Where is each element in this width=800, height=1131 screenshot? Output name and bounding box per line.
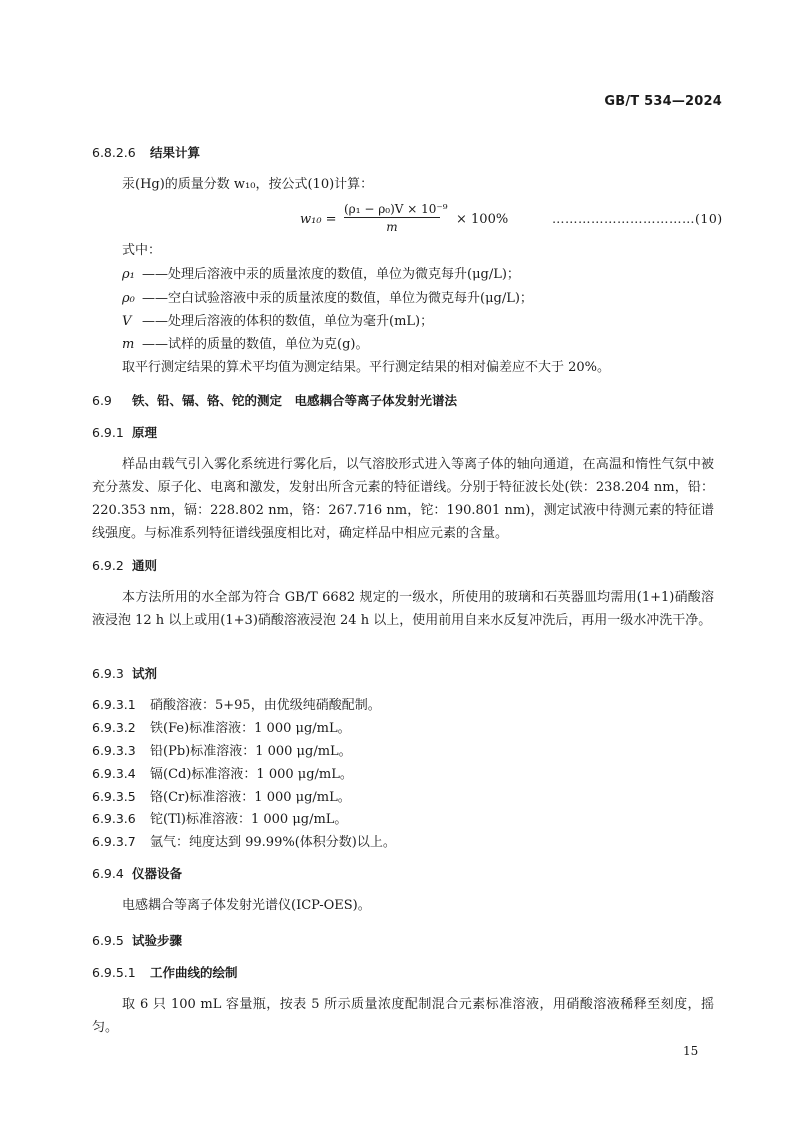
section-heading-6-9-4 [92,865,182,883]
section-heading-6-9-3 [92,665,157,683]
formula-fraction [344,202,448,234]
definition-text: ——处理后溶液中汞的质量浓度的数值，单位为微克每升(μg/L)； [142,267,520,282]
reagent-number: 6.9.3.5 [92,789,136,804]
reagent-number: 6.9.3.6 [92,811,136,826]
section-number: 6.9 [92,393,112,408]
definition-m [122,336,368,354]
definition-symbol: ρ₁ [122,267,135,282]
definition-rho1 [122,266,520,284]
reagent-item [92,765,353,784]
page-number: 15 [683,1044,699,1058]
reagent-item [92,742,352,761]
section-heading-6-8-2-6 [92,144,200,162]
reagent-item [92,788,351,807]
reagent-text: 镉(Cd)标准溶液：1 000 μg/mL。 [150,767,353,782]
formula-lhs: w₁₀ = [300,212,337,227]
reagent-text: 氩气：纯度达到 99.99%(体积分数)以上。 [150,835,396,850]
reagent-item [92,696,381,715]
section-number: 6.8.2.6 [92,145,136,160]
section-number: 6.9.2 [92,558,124,573]
document-code: GB/T 534—2024 [604,94,722,109]
reagent-item [92,810,347,829]
definition-v [122,313,433,331]
reagent-text: 铊(Tl)标准溶液：1 000 μg/mL。 [150,812,348,827]
definition-text: ——处理后溶液的体积的数值，单位为毫升(mL)； [142,314,434,329]
definition-symbol: m [122,337,135,352]
reagent-text: 铁(Fe)标准溶液：1 000 μg/mL。 [150,721,351,736]
principle-text: 样品由载气引入雾化系统进行雾化后，以气溶胶形式进入等离子体的轴向通道，在高温和惰性气氛中被充分蒸发、原子化、电离和激发，发射出所含元素的特征谱线。分别于特征波长处(铁：238.204 nm，铅：220.353 nm，镉：228.802 nm，铬：267.716 nm，铊：190.801 nm)，测定试液中待测元素的特征谱线强度。与标准系列特征谱线强度相比对，确定样品中相应元素的含量。 [92,457,714,541]
equation-number: ……………………………(10) [552,211,723,226]
curve-paragraph [92,993,714,1039]
reagent-number: 6.9.3.4 [92,766,136,781]
definition-symbol: ρ₀ [122,291,135,306]
formula-numerator: (ρ₁ − ρ₀)V × 10⁻⁹ [344,202,448,216]
where-label: 式中： [122,243,162,258]
reagent-number: 6.9.3.3 [92,743,136,758]
section-heading-6-9-5 [92,932,182,950]
formula-rhs: × 100% [456,212,509,227]
mercury-intro: 汞(Hg)的质量分数 w₁₀，按公式(10)计算： [122,177,374,192]
section-number: 6.9.3 [92,666,124,681]
reagent-text: 铅(Pb)标准溶液：1 000 μg/mL。 [150,744,352,759]
result-note: 取平行测定结果的算术平均值为测定结果。平行测定结果的相对偏差应不大于 20%。 [122,360,611,375]
reagent-number: 6.9.3.2 [92,720,136,735]
reagent-text: 硝酸溶液：5+95，由优级纯硝酸配制。 [150,698,381,713]
definition-rho0 [122,290,533,308]
reagent-text: 铬(Cr)标准溶液：1 000 μg/mL。 [150,790,351,805]
section-number: 6.9.5 [92,933,124,948]
section-title: 试验步骤 [132,933,183,948]
general-text: 本方法所用的水全部为符合 GB/T 6682 规定的一级水，所使用的玻璃和石英器皿均需用(1+1)硝酸溶液浸泡 12 h 以上或用(1+3)硝酸溶液浸泡 24 h 以上，使用前用自来水反复冲洗后，再用一级水冲洗干净。 [92,590,714,628]
section-heading-6-9 [92,392,457,410]
definition-text: ——试样的质量的数值，单位为克(g)。 [142,337,369,352]
section-heading-6-9-1 [92,424,157,442]
section-title: 通则 [132,558,158,573]
definition-symbol: V [122,314,132,329]
reagent-item [92,833,396,852]
section-number: 6.9.4 [92,866,124,881]
section-number: 6.9.1 [92,425,124,440]
section-heading-6-9-5-1 [92,964,238,982]
definition-text: ——空白试验溶液中汞的质量浓度的数值，单位为微克每升(μg/L)； [142,291,533,306]
reagent-number: 6.9.3.1 [92,697,136,712]
section-title: 试剂 [132,666,158,681]
principle-paragraph [92,453,714,545]
curve-text: 取 6 只 100 mL 容量瓶，按表 5 所示质量浓度配制混合元素标准溶液，用硝酸溶液稀释至刻度，摇匀。 [92,997,714,1035]
section-title: 结果计算 [150,145,201,160]
general-paragraph [92,586,714,632]
section-heading-6-9-2 [92,557,157,575]
reagent-item [92,719,351,738]
formula-denominator: m [386,220,398,234]
section-title: 铁、铅、镉、铬、铊的测定 电感耦合等离子体发射光谱法 [132,393,458,408]
reagent-number: 6.9.3.7 [92,834,136,849]
section-title: 工作曲线的绘制 [150,965,238,980]
instrument-text: 电感耦合等离子体发射光谱仪(ICP-OES)。 [122,898,371,913]
section-number: 6.9.5.1 [92,965,136,980]
section-title: 原理 [132,425,158,440]
section-title: 仪器设备 [132,866,183,881]
